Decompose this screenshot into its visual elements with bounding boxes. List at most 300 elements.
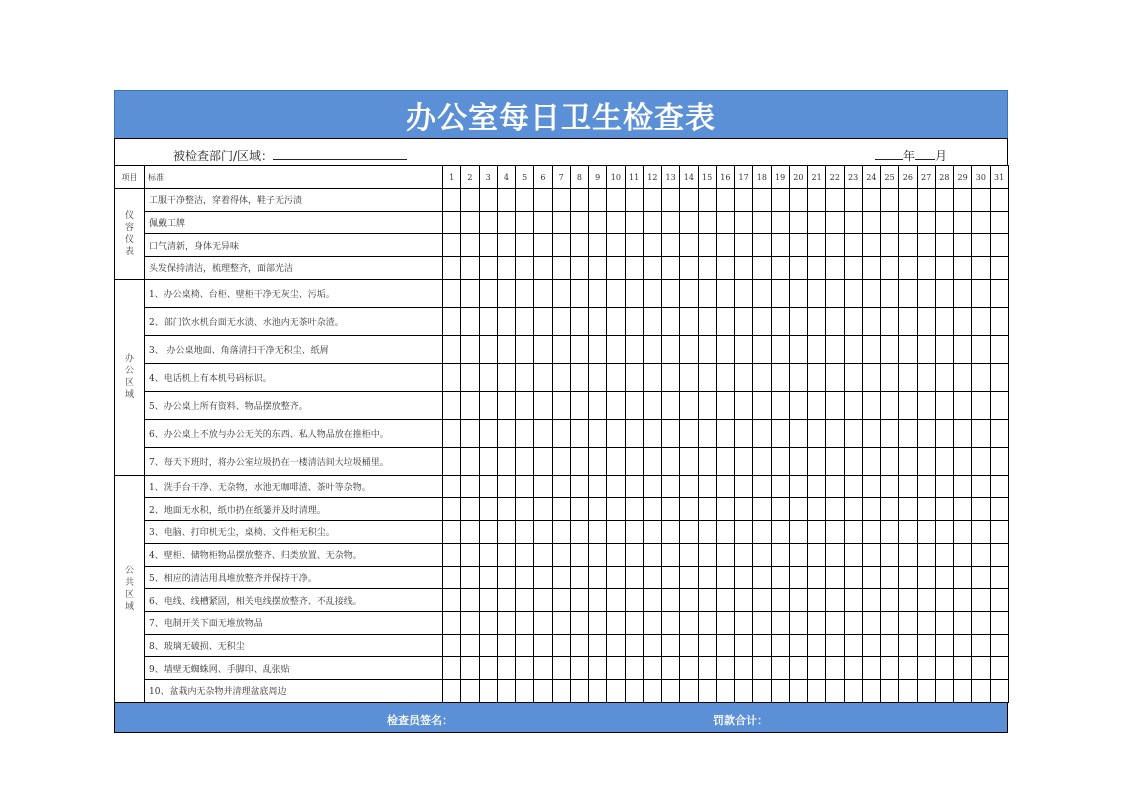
check-cell[interactable] bbox=[844, 335, 862, 363]
check-cell[interactable] bbox=[443, 447, 461, 475]
check-cell[interactable] bbox=[516, 363, 534, 391]
check-cell[interactable] bbox=[735, 234, 753, 257]
check-cell[interactable] bbox=[662, 211, 680, 234]
check-cell[interactable] bbox=[534, 279, 552, 307]
check-cell[interactable] bbox=[662, 279, 680, 307]
check-cell[interactable] bbox=[680, 447, 698, 475]
check-cell[interactable] bbox=[589, 335, 607, 363]
check-cell[interactable] bbox=[643, 634, 661, 657]
check-cell[interactable] bbox=[625, 589, 643, 612]
check-cell[interactable] bbox=[461, 307, 479, 335]
check-cell[interactable] bbox=[844, 363, 862, 391]
check-cell[interactable] bbox=[972, 363, 990, 391]
check-cell[interactable] bbox=[808, 679, 826, 702]
check-cell[interactable] bbox=[625, 363, 643, 391]
check-cell[interactable] bbox=[881, 419, 899, 447]
check-cell[interactable] bbox=[899, 566, 917, 589]
check-cell[interactable] bbox=[643, 589, 661, 612]
check-cell[interactable] bbox=[935, 447, 953, 475]
check-cell[interactable] bbox=[881, 611, 899, 634]
check-cell[interactable] bbox=[881, 521, 899, 544]
check-cell[interactable] bbox=[443, 211, 461, 234]
check-cell[interactable] bbox=[881, 234, 899, 257]
check-cell[interactable] bbox=[443, 589, 461, 612]
check-cell[interactable] bbox=[497, 279, 515, 307]
check-cell[interactable] bbox=[589, 211, 607, 234]
check-cell[interactable] bbox=[625, 419, 643, 447]
check-cell[interactable] bbox=[899, 657, 917, 680]
check-cell[interactable] bbox=[972, 189, 990, 212]
check-cell[interactable] bbox=[844, 391, 862, 419]
check-cell[interactable] bbox=[497, 566, 515, 589]
check-cell[interactable] bbox=[497, 634, 515, 657]
check-cell[interactable] bbox=[607, 189, 625, 212]
check-cell[interactable] bbox=[990, 257, 1008, 280]
check-cell[interactable] bbox=[954, 419, 972, 447]
check-cell[interactable] bbox=[680, 211, 698, 234]
check-cell[interactable] bbox=[735, 498, 753, 521]
check-cell[interactable] bbox=[680, 257, 698, 280]
check-cell[interactable] bbox=[990, 543, 1008, 566]
check-cell[interactable] bbox=[917, 589, 935, 612]
check-cell[interactable] bbox=[662, 335, 680, 363]
check-cell[interactable] bbox=[753, 279, 771, 307]
check-cell[interactable] bbox=[789, 234, 807, 257]
check-cell[interactable] bbox=[680, 189, 698, 212]
check-cell[interactable] bbox=[862, 335, 880, 363]
check-cell[interactable] bbox=[479, 189, 497, 212]
check-cell[interactable] bbox=[461, 447, 479, 475]
check-cell[interactable] bbox=[552, 679, 570, 702]
check-cell[interactable] bbox=[589, 447, 607, 475]
check-cell[interactable] bbox=[552, 419, 570, 447]
check-cell[interactable] bbox=[862, 257, 880, 280]
check-cell[interactable] bbox=[881, 498, 899, 521]
check-cell[interactable] bbox=[662, 657, 680, 680]
check-cell[interactable] bbox=[935, 475, 953, 498]
check-cell[interactable] bbox=[789, 447, 807, 475]
check-cell[interactable] bbox=[917, 234, 935, 257]
check-cell[interactable] bbox=[534, 634, 552, 657]
check-cell[interactable] bbox=[789, 589, 807, 612]
check-cell[interactable] bbox=[662, 634, 680, 657]
check-cell[interactable] bbox=[899, 611, 917, 634]
check-cell[interactable] bbox=[570, 363, 588, 391]
check-cell[interactable] bbox=[808, 543, 826, 566]
check-cell[interactable] bbox=[789, 211, 807, 234]
check-cell[interactable] bbox=[771, 279, 789, 307]
check-cell[interactable] bbox=[534, 521, 552, 544]
check-cell[interactable] bbox=[990, 447, 1008, 475]
check-cell[interactable] bbox=[862, 543, 880, 566]
check-cell[interactable] bbox=[716, 657, 734, 680]
check-cell[interactable] bbox=[862, 475, 880, 498]
check-cell[interactable] bbox=[990, 475, 1008, 498]
check-cell[interactable] bbox=[589, 257, 607, 280]
check-cell[interactable] bbox=[899, 679, 917, 702]
check-cell[interactable] bbox=[662, 589, 680, 612]
check-cell[interactable] bbox=[789, 679, 807, 702]
check-cell[interactable] bbox=[826, 335, 844, 363]
check-cell[interactable] bbox=[680, 589, 698, 612]
check-cell[interactable] bbox=[552, 189, 570, 212]
check-cell[interactable] bbox=[662, 189, 680, 212]
check-cell[interactable] bbox=[698, 391, 716, 419]
check-cell[interactable] bbox=[881, 589, 899, 612]
check-cell[interactable] bbox=[844, 234, 862, 257]
check-cell[interactable] bbox=[735, 521, 753, 544]
check-cell[interactable] bbox=[808, 589, 826, 612]
check-cell[interactable] bbox=[735, 589, 753, 612]
check-cell[interactable] bbox=[716, 679, 734, 702]
check-cell[interactable] bbox=[826, 307, 844, 335]
check-cell[interactable] bbox=[552, 363, 570, 391]
check-cell[interactable] bbox=[607, 307, 625, 335]
check-cell[interactable] bbox=[954, 521, 972, 544]
check-cell[interactable] bbox=[789, 657, 807, 680]
check-cell[interactable] bbox=[899, 419, 917, 447]
check-cell[interactable] bbox=[680, 234, 698, 257]
month-blank[interactable] bbox=[915, 148, 935, 160]
check-cell[interactable] bbox=[443, 257, 461, 280]
check-cell[interactable] bbox=[625, 447, 643, 475]
check-cell[interactable] bbox=[917, 419, 935, 447]
check-cell[interactable] bbox=[972, 611, 990, 634]
check-cell[interactable] bbox=[479, 419, 497, 447]
check-cell[interactable] bbox=[698, 521, 716, 544]
check-cell[interactable] bbox=[552, 475, 570, 498]
check-cell[interactable] bbox=[862, 611, 880, 634]
check-cell[interactable] bbox=[716, 611, 734, 634]
check-cell[interactable] bbox=[552, 611, 570, 634]
check-cell[interactable] bbox=[516, 657, 534, 680]
check-cell[interactable] bbox=[844, 566, 862, 589]
check-cell[interactable] bbox=[607, 257, 625, 280]
check-cell[interactable] bbox=[771, 634, 789, 657]
check-cell[interactable] bbox=[899, 447, 917, 475]
check-cell[interactable] bbox=[917, 521, 935, 544]
check-cell[interactable] bbox=[570, 589, 588, 612]
check-cell[interactable] bbox=[479, 611, 497, 634]
check-cell[interactable] bbox=[662, 521, 680, 544]
check-cell[interactable] bbox=[808, 234, 826, 257]
check-cell[interactable] bbox=[552, 589, 570, 612]
check-cell[interactable] bbox=[972, 521, 990, 544]
check-cell[interactable] bbox=[698, 566, 716, 589]
department-field[interactable] bbox=[173, 147, 407, 164]
check-cell[interactable] bbox=[461, 657, 479, 680]
check-cell[interactable] bbox=[479, 566, 497, 589]
check-cell[interactable] bbox=[716, 391, 734, 419]
check-cell[interactable] bbox=[607, 566, 625, 589]
check-cell[interactable] bbox=[862, 521, 880, 544]
check-cell[interactable] bbox=[735, 363, 753, 391]
check-cell[interactable] bbox=[972, 279, 990, 307]
check-cell[interactable] bbox=[789, 335, 807, 363]
check-cell[interactable] bbox=[935, 391, 953, 419]
check-cell[interactable] bbox=[662, 363, 680, 391]
check-cell[interactable] bbox=[643, 447, 661, 475]
check-cell[interactable] bbox=[972, 211, 990, 234]
check-cell[interactable] bbox=[826, 419, 844, 447]
check-cell[interactable] bbox=[844, 447, 862, 475]
check-cell[interactable] bbox=[972, 657, 990, 680]
check-cell[interactable] bbox=[497, 447, 515, 475]
check-cell[interactable] bbox=[443, 634, 461, 657]
check-cell[interactable] bbox=[716, 189, 734, 212]
check-cell[interactable] bbox=[625, 335, 643, 363]
check-cell[interactable] bbox=[625, 634, 643, 657]
check-cell[interactable] bbox=[698, 419, 716, 447]
check-cell[interactable] bbox=[844, 589, 862, 612]
check-cell[interactable] bbox=[497, 391, 515, 419]
check-cell[interactable] bbox=[826, 498, 844, 521]
check-cell[interactable] bbox=[990, 234, 1008, 257]
check-cell[interactable] bbox=[972, 679, 990, 702]
check-cell[interactable] bbox=[789, 475, 807, 498]
check-cell[interactable] bbox=[552, 566, 570, 589]
check-cell[interactable] bbox=[479, 679, 497, 702]
check-cell[interactable] bbox=[899, 335, 917, 363]
check-cell[interactable] bbox=[534, 566, 552, 589]
check-cell[interactable] bbox=[935, 257, 953, 280]
check-cell[interactable] bbox=[643, 335, 661, 363]
check-cell[interactable] bbox=[789, 611, 807, 634]
check-cell[interactable] bbox=[443, 279, 461, 307]
check-cell[interactable] bbox=[552, 498, 570, 521]
check-cell[interactable] bbox=[990, 363, 1008, 391]
check-cell[interactable] bbox=[826, 391, 844, 419]
check-cell[interactable] bbox=[844, 189, 862, 212]
check-cell[interactable] bbox=[716, 279, 734, 307]
check-cell[interactable] bbox=[990, 521, 1008, 544]
check-cell[interactable] bbox=[716, 521, 734, 544]
check-cell[interactable] bbox=[662, 679, 680, 702]
check-cell[interactable] bbox=[917, 657, 935, 680]
check-cell[interactable] bbox=[990, 634, 1008, 657]
check-cell[interactable] bbox=[552, 634, 570, 657]
check-cell[interactable] bbox=[479, 363, 497, 391]
check-cell[interactable] bbox=[990, 566, 1008, 589]
check-cell[interactable] bbox=[990, 211, 1008, 234]
check-cell[interactable] bbox=[844, 307, 862, 335]
check-cell[interactable] bbox=[917, 611, 935, 634]
check-cell[interactable] bbox=[935, 566, 953, 589]
check-cell[interactable] bbox=[826, 679, 844, 702]
check-cell[interactable] bbox=[844, 611, 862, 634]
check-cell[interactable] bbox=[789, 391, 807, 419]
check-cell[interactable] bbox=[954, 475, 972, 498]
check-cell[interactable] bbox=[516, 419, 534, 447]
check-cell[interactable] bbox=[789, 521, 807, 544]
check-cell[interactable] bbox=[716, 498, 734, 521]
check-cell[interactable] bbox=[735, 657, 753, 680]
check-cell[interactable] bbox=[479, 657, 497, 680]
check-cell[interactable] bbox=[570, 611, 588, 634]
check-cell[interactable] bbox=[589, 589, 607, 612]
check-cell[interactable] bbox=[461, 611, 479, 634]
check-cell[interactable] bbox=[881, 657, 899, 680]
check-cell[interactable] bbox=[643, 657, 661, 680]
check-cell[interactable] bbox=[862, 498, 880, 521]
check-cell[interactable] bbox=[917, 566, 935, 589]
check-cell[interactable] bbox=[589, 521, 607, 544]
check-cell[interactable] bbox=[990, 498, 1008, 521]
check-cell[interactable] bbox=[990, 189, 1008, 212]
check-cell[interactable] bbox=[625, 611, 643, 634]
check-cell[interactable] bbox=[862, 634, 880, 657]
check-cell[interactable] bbox=[625, 657, 643, 680]
check-cell[interactable] bbox=[607, 363, 625, 391]
check-cell[interactable] bbox=[589, 679, 607, 702]
check-cell[interactable] bbox=[735, 257, 753, 280]
check-cell[interactable] bbox=[735, 566, 753, 589]
check-cell[interactable] bbox=[935, 335, 953, 363]
check-cell[interactable] bbox=[735, 447, 753, 475]
check-cell[interactable] bbox=[461, 335, 479, 363]
check-cell[interactable] bbox=[826, 475, 844, 498]
check-cell[interactable] bbox=[753, 611, 771, 634]
check-cell[interactable] bbox=[899, 521, 917, 544]
check-cell[interactable] bbox=[899, 189, 917, 212]
check-cell[interactable] bbox=[534, 447, 552, 475]
check-cell[interactable] bbox=[935, 307, 953, 335]
check-cell[interactable] bbox=[698, 279, 716, 307]
check-cell[interactable] bbox=[771, 211, 789, 234]
check-cell[interactable] bbox=[935, 589, 953, 612]
check-cell[interactable] bbox=[771, 363, 789, 391]
check-cell[interactable] bbox=[607, 611, 625, 634]
check-cell[interactable] bbox=[935, 611, 953, 634]
check-cell[interactable] bbox=[990, 419, 1008, 447]
check-cell[interactable] bbox=[735, 189, 753, 212]
check-cell[interactable] bbox=[698, 189, 716, 212]
check-cell[interactable] bbox=[570, 234, 588, 257]
check-cell[interactable] bbox=[954, 363, 972, 391]
check-cell[interactable] bbox=[643, 189, 661, 212]
check-cell[interactable] bbox=[862, 307, 880, 335]
check-cell[interactable] bbox=[844, 634, 862, 657]
check-cell[interactable] bbox=[990, 335, 1008, 363]
check-cell[interactable] bbox=[479, 279, 497, 307]
check-cell[interactable] bbox=[698, 234, 716, 257]
check-cell[interactable] bbox=[698, 679, 716, 702]
check-cell[interactable] bbox=[808, 521, 826, 544]
check-cell[interactable] bbox=[497, 589, 515, 612]
check-cell[interactable] bbox=[826, 611, 844, 634]
check-cell[interactable] bbox=[771, 543, 789, 566]
check-cell[interactable] bbox=[497, 211, 515, 234]
date-field[interactable] bbox=[875, 147, 947, 164]
check-cell[interactable] bbox=[698, 363, 716, 391]
check-cell[interactable] bbox=[680, 279, 698, 307]
check-cell[interactable] bbox=[716, 419, 734, 447]
check-cell[interactable] bbox=[972, 498, 990, 521]
check-cell[interactable] bbox=[443, 498, 461, 521]
check-cell[interactable] bbox=[516, 475, 534, 498]
check-cell[interactable] bbox=[589, 498, 607, 521]
check-cell[interactable] bbox=[954, 498, 972, 521]
check-cell[interactable] bbox=[881, 211, 899, 234]
check-cell[interactable] bbox=[899, 279, 917, 307]
check-cell[interactable] bbox=[972, 391, 990, 419]
check-cell[interactable] bbox=[917, 211, 935, 234]
check-cell[interactable] bbox=[935, 498, 953, 521]
check-cell[interactable] bbox=[625, 475, 643, 498]
check-cell[interactable] bbox=[479, 475, 497, 498]
check-cell[interactable] bbox=[735, 634, 753, 657]
check-cell[interactable] bbox=[753, 363, 771, 391]
check-cell[interactable] bbox=[917, 391, 935, 419]
check-cell[interactable] bbox=[461, 543, 479, 566]
check-cell[interactable] bbox=[643, 679, 661, 702]
check-cell[interactable] bbox=[680, 634, 698, 657]
check-cell[interactable] bbox=[935, 521, 953, 544]
check-cell[interactable] bbox=[516, 307, 534, 335]
check-cell[interactable] bbox=[443, 475, 461, 498]
check-cell[interactable] bbox=[881, 363, 899, 391]
check-cell[interactable] bbox=[643, 419, 661, 447]
check-cell[interactable] bbox=[917, 634, 935, 657]
check-cell[interactable] bbox=[808, 307, 826, 335]
check-cell[interactable] bbox=[972, 543, 990, 566]
check-cell[interactable] bbox=[881, 679, 899, 702]
check-cell[interactable] bbox=[954, 234, 972, 257]
check-cell[interactable] bbox=[497, 611, 515, 634]
check-cell[interactable] bbox=[625, 211, 643, 234]
check-cell[interactable] bbox=[461, 419, 479, 447]
check-cell[interactable] bbox=[680, 391, 698, 419]
check-cell[interactable] bbox=[990, 589, 1008, 612]
check-cell[interactable] bbox=[643, 307, 661, 335]
check-cell[interactable] bbox=[443, 335, 461, 363]
check-cell[interactable] bbox=[753, 211, 771, 234]
check-cell[interactable] bbox=[589, 234, 607, 257]
check-cell[interactable] bbox=[808, 189, 826, 212]
check-cell[interactable] bbox=[954, 335, 972, 363]
check-cell[interactable] bbox=[753, 566, 771, 589]
check-cell[interactable] bbox=[497, 307, 515, 335]
check-cell[interactable] bbox=[935, 634, 953, 657]
check-cell[interactable] bbox=[607, 475, 625, 498]
check-cell[interactable] bbox=[479, 447, 497, 475]
check-cell[interactable] bbox=[753, 634, 771, 657]
check-cell[interactable] bbox=[698, 211, 716, 234]
check-cell[interactable] bbox=[990, 657, 1008, 680]
check-cell[interactable] bbox=[534, 234, 552, 257]
check-cell[interactable] bbox=[643, 566, 661, 589]
check-cell[interactable] bbox=[698, 611, 716, 634]
check-cell[interactable] bbox=[771, 498, 789, 521]
check-cell[interactable] bbox=[972, 475, 990, 498]
check-cell[interactable] bbox=[479, 634, 497, 657]
check-cell[interactable] bbox=[735, 307, 753, 335]
check-cell[interactable] bbox=[570, 257, 588, 280]
check-cell[interactable] bbox=[716, 566, 734, 589]
check-cell[interactable] bbox=[862, 657, 880, 680]
check-cell[interactable] bbox=[844, 257, 862, 280]
check-cell[interactable] bbox=[753, 521, 771, 544]
check-cell[interactable] bbox=[479, 391, 497, 419]
check-cell[interactable] bbox=[607, 211, 625, 234]
check-cell[interactable] bbox=[862, 589, 880, 612]
check-cell[interactable] bbox=[516, 279, 534, 307]
check-cell[interactable] bbox=[771, 257, 789, 280]
check-cell[interactable] bbox=[461, 257, 479, 280]
check-cell[interactable] bbox=[899, 543, 917, 566]
check-cell[interactable] bbox=[917, 189, 935, 212]
check-cell[interactable] bbox=[935, 363, 953, 391]
